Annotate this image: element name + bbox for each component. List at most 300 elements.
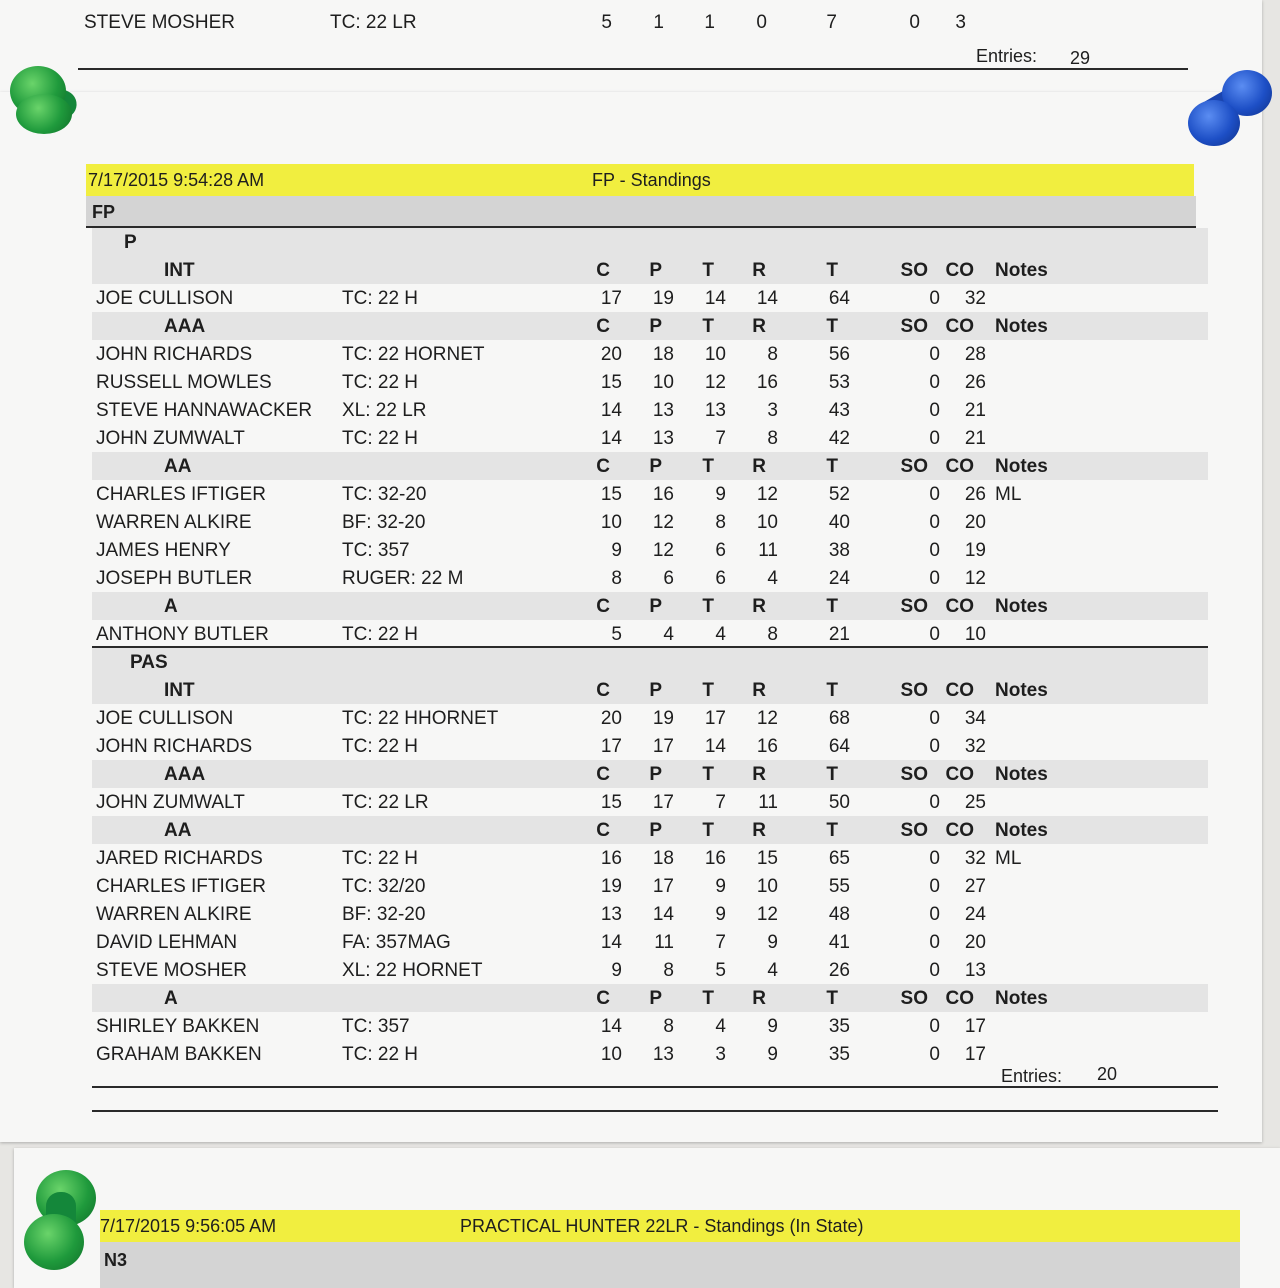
score-c: 14 (600, 1016, 622, 1037)
score-r: 4 (767, 568, 778, 589)
shooter-name: CHARLES IFTIGER (96, 876, 266, 897)
column-header-notes: Notes (995, 316, 1048, 337)
score-tot: 42 (828, 428, 850, 449)
score-r: 11 (758, 540, 778, 561)
green-pin-icon (24, 1214, 84, 1270)
score-co: 24 (964, 904, 986, 925)
table-row (92, 704, 1208, 732)
shooter-name: RUSSELL MOWLES (96, 372, 272, 393)
column-header-co: CO (945, 988, 974, 1009)
score-c: 15 (600, 372, 622, 393)
shooter-name: JOHN ZUMWALT (96, 428, 245, 449)
class-label: A (164, 596, 178, 617)
score-r: 0 (756, 12, 767, 33)
score-so: 0 (929, 344, 940, 365)
divider-rule (78, 68, 1188, 70)
firearm: RUGER: 22 M (342, 568, 464, 589)
shooter-name: STEVE MOSHER (84, 12, 235, 33)
column-header-p: P (649, 596, 662, 617)
table-row (92, 564, 1208, 592)
score-p: 12 (652, 512, 674, 533)
column-header-r: R (752, 988, 766, 1009)
section-header-row (92, 648, 1208, 676)
shooter-name: WARREN ALKIRE (96, 512, 252, 533)
score-t: 5 (715, 960, 726, 981)
firearm: TC: 32/20 (342, 876, 426, 897)
score-p: 6 (663, 568, 674, 589)
score-so: 0 (929, 1044, 940, 1065)
column-header-c: C (596, 680, 610, 701)
shooter-name: DAVID LEHMAN (96, 932, 238, 953)
column-header-t: T (702, 680, 714, 701)
firearm: TC: 32-20 (342, 484, 427, 505)
column-header-tot: T (826, 680, 838, 701)
column-header-notes: Notes (995, 988, 1048, 1009)
column-header-p: P (649, 456, 662, 477)
column-header-p: P (649, 764, 662, 785)
score-tot: 24 (828, 568, 850, 589)
score-t: 9 (715, 876, 726, 897)
score-c: 17 (600, 736, 622, 757)
score-so: 0 (929, 876, 940, 897)
score-r: 3 (767, 400, 778, 421)
sheet-end-rule (92, 1110, 1218, 1112)
table-row (92, 788, 1208, 816)
score-r: 12 (756, 904, 778, 925)
table-row (92, 480, 1208, 508)
score-so: 0 (929, 904, 940, 925)
score-co: 32 (964, 736, 986, 757)
class-label: A (164, 988, 178, 1009)
score-t: 8 (715, 512, 726, 533)
score-p: 18 (652, 848, 674, 869)
firearm: TC: 22 HORNET (342, 344, 485, 365)
firearm: TC: 357 (342, 1016, 410, 1037)
score-so: 0 (929, 484, 940, 505)
column-header-c: C (596, 316, 610, 337)
score-t: 12 (704, 372, 726, 393)
next-group-label: N3 (104, 1250, 128, 1270)
score-r: 8 (767, 344, 778, 365)
sheet-end-rule (92, 1086, 1218, 1088)
score-t: 13 (704, 400, 726, 421)
score-so: 0 (929, 932, 940, 953)
column-header-c: C (596, 820, 610, 841)
column-header-so: SO (900, 680, 928, 701)
shooter-name: JARED RICHARDS (96, 848, 263, 869)
firearm: BF: 32-20 (342, 512, 426, 533)
score-tot: 68 (828, 708, 850, 729)
group-bar (86, 196, 1196, 226)
firearm: TC: 22 H (342, 624, 419, 645)
score-tot: 38 (828, 540, 850, 561)
score-r: 9 (767, 932, 778, 953)
column-header-so: SO (900, 820, 928, 841)
table-row (92, 284, 1208, 312)
score-r: 10 (756, 876, 778, 897)
class-header-row (92, 760, 1208, 788)
score-p: 18 (652, 344, 674, 365)
table-row (92, 508, 1208, 536)
score-t: 6 (715, 568, 726, 589)
column-header-r: R (752, 764, 766, 785)
score-so: 0 (929, 512, 940, 533)
score-so: 0 (929, 960, 940, 981)
column-header-r: R (752, 456, 766, 477)
column-header-t: T (702, 764, 714, 785)
column-header-co: CO (945, 764, 974, 785)
score-tot: 64 (828, 736, 850, 757)
score-co: 17 (964, 1044, 986, 1065)
score-c: 5 (601, 12, 612, 33)
score-r: 14 (756, 288, 778, 309)
shooter-name: JOHN RICHARDS (96, 736, 253, 757)
score-so: 0 (909, 12, 920, 33)
shooter-name: CHARLES IFTIGER (96, 484, 266, 505)
firearm: XL: 22 HORNET (342, 960, 483, 981)
column-header-notes: Notes (995, 820, 1048, 841)
shooter-name: JOE CULLISON (96, 288, 234, 309)
score-so: 0 (929, 792, 940, 813)
shooter-name: STEVE HANNAWACKER (96, 400, 313, 421)
score-co: 12 (964, 568, 986, 589)
score-tot: 26 (828, 960, 850, 981)
shooter-name: JOE CULLISON (96, 708, 234, 729)
firearm: XL: 22 LR (342, 400, 427, 421)
score-so: 0 (929, 540, 940, 561)
column-header-p: P (649, 680, 662, 701)
score-r: 9 (767, 1016, 778, 1037)
standings-sheet (0, 92, 1262, 1142)
shooter-name: WARREN ALKIRE (96, 904, 252, 925)
firearm: TC: 22 H (342, 1044, 419, 1065)
score-co: 20 (964, 512, 986, 533)
score-tot: 40 (828, 512, 850, 533)
column-header-tot: T (826, 260, 838, 281)
column-header-so: SO (900, 260, 928, 281)
score-co: 34 (964, 708, 986, 729)
entries-value: 29 (1070, 48, 1091, 68)
score-c: 14 (600, 428, 622, 449)
score-c: 10 (600, 512, 622, 533)
column-header-so: SO (900, 596, 928, 617)
score-t: 4 (715, 1016, 726, 1037)
column-header-notes: Notes (995, 260, 1048, 281)
group-label: FP (92, 202, 116, 222)
class-header-row (92, 452, 1208, 480)
table-row (92, 900, 1208, 928)
score-p: 14 (652, 904, 674, 925)
score-tot: 55 (828, 876, 850, 897)
score-c: 17 (600, 288, 622, 309)
shooter-name: ANTHONY BUTLER (96, 624, 269, 645)
score-co: 19 (964, 540, 986, 561)
next-group-bar (100, 1242, 1240, 1288)
score-tot: 21 (828, 624, 850, 645)
score-r: 4 (767, 960, 778, 981)
score-p: 4 (663, 624, 674, 645)
column-header-r: R (752, 820, 766, 841)
score-p: 19 (652, 288, 674, 309)
score-t: 16 (704, 848, 726, 869)
table-row (92, 424, 1208, 452)
partial-header-class (169, 0, 182, 2)
score-r: 16 (756, 736, 778, 757)
score-p: 8 (663, 960, 674, 981)
column-header-r: R (752, 680, 766, 701)
next-sheet (14, 1148, 1280, 1288)
column-header-tot: T (826, 596, 838, 617)
column-header-p: P (649, 988, 662, 1009)
score-co: 26 (964, 484, 986, 505)
score-c: 15 (600, 792, 622, 813)
score-tot: 41 (828, 932, 850, 953)
column-header-c: C (596, 596, 610, 617)
score-t: 4 (715, 624, 726, 645)
score-so: 0 (929, 1016, 940, 1037)
table-row (92, 1040, 1208, 1068)
shooter-name: STEVE MOSHER (96, 960, 247, 981)
partial-header-row (84, 0, 1184, 8)
score-t: 10 (704, 344, 726, 365)
score-p: 17 (652, 736, 674, 757)
table-row (92, 536, 1208, 564)
score-p: 13 (652, 1044, 674, 1065)
score-t: 9 (715, 484, 726, 505)
score-c: 10 (600, 1044, 622, 1065)
score-so: 0 (929, 736, 940, 757)
column-header-so: SO (900, 456, 928, 477)
column-header-t: T (702, 820, 714, 841)
score-t: 14 (704, 288, 726, 309)
class-label: AAA (164, 316, 206, 337)
score-p: 16 (652, 484, 674, 505)
class-header-row (92, 676, 1208, 704)
shooter-name: SHIRLEY BAKKEN (96, 1016, 260, 1037)
notes-cell: ML (995, 848, 1022, 869)
score-co: 28 (964, 344, 986, 365)
score-p: 13 (652, 400, 674, 421)
column-header-p: P (649, 260, 662, 281)
score-co: 10 (964, 624, 986, 645)
score-so: 0 (929, 568, 940, 589)
score-t: 3 (715, 1044, 726, 1065)
score-t: 17 (704, 708, 726, 729)
column-header-p: P (649, 316, 662, 337)
score-co: 13 (964, 960, 986, 981)
score-so: 0 (929, 708, 940, 729)
score-co: 3 (955, 12, 966, 33)
column-header-t: T (702, 260, 714, 281)
score-c: 9 (611, 540, 622, 561)
table-row (84, 8, 1184, 36)
score-tot: 64 (828, 288, 850, 309)
class-label: AA (164, 820, 192, 841)
shooter-name: JOHN ZUMWALT (96, 792, 245, 813)
score-so: 0 (929, 624, 940, 645)
score-tot: 43 (828, 400, 850, 421)
class-label: INT (164, 260, 195, 281)
column-header-notes: Notes (995, 680, 1048, 701)
score-p: 17 (652, 792, 674, 813)
score-c: 20 (600, 708, 622, 729)
table-row (92, 368, 1208, 396)
score-tot: 48 (828, 904, 850, 925)
score-r: 15 (756, 848, 778, 869)
column-header-c: C (596, 764, 610, 785)
score-so: 0 (929, 428, 940, 449)
score-co: 17 (964, 1016, 986, 1037)
score-total: 7 (826, 12, 837, 33)
score-co: 26 (964, 372, 986, 393)
entries-value: 20 (1097, 1064, 1118, 1084)
column-header-p: P (649, 820, 662, 841)
table-row (92, 872, 1208, 900)
column-header-co: CO (945, 456, 974, 477)
blue-pin-icon (1188, 100, 1240, 146)
score-t: 7 (715, 932, 726, 953)
class-header-row (92, 816, 1208, 844)
class-label: AA (164, 456, 192, 477)
score-co: 21 (964, 428, 986, 449)
score-t: 1 (704, 12, 715, 33)
table-row (92, 844, 1208, 872)
entries-label: Entries: (1001, 1066, 1063, 1086)
shooter-name: JAMES HENRY (96, 540, 231, 561)
score-c: 16 (600, 848, 622, 869)
score-tot: 35 (828, 1044, 850, 1065)
firearm: FA: 357MAG (342, 932, 451, 953)
score-c: 20 (600, 344, 622, 365)
score-t: 6 (715, 540, 726, 561)
table-row (92, 956, 1208, 984)
score-tot: 56 (828, 344, 850, 365)
shooter-name: JOHN RICHARDS (96, 344, 253, 365)
score-p: 12 (652, 540, 674, 561)
score-so: 0 (929, 848, 940, 869)
column-header-c: C (596, 456, 610, 477)
column-header-c: C (596, 988, 610, 1009)
score-t: 14 (704, 736, 726, 757)
column-header-so: SO (900, 988, 928, 1009)
score-p: 10 (652, 372, 674, 393)
score-c: 8 (611, 568, 622, 589)
class-header-row (92, 256, 1208, 284)
score-p: 8 (663, 1016, 674, 1037)
score-p: 1 (653, 12, 664, 33)
next-report-timestamp: 7/17/2015 9:56:05 AM (100, 1216, 277, 1236)
table-row (92, 340, 1208, 368)
firearm: TC: 22 LR (342, 792, 429, 813)
score-c: 19 (600, 876, 622, 897)
score-co: 32 (964, 288, 986, 309)
class-header-row (92, 592, 1208, 620)
score-co: 32 (964, 848, 986, 869)
firearm: TC: 22 LR (330, 12, 417, 33)
column-header-co: CO (945, 260, 974, 281)
score-c: 14 (600, 932, 622, 953)
score-p: 19 (652, 708, 674, 729)
table-row (92, 620, 1208, 648)
next-report-header-bar (100, 1210, 1240, 1242)
shooter-name: GRAHAM BAKKEN (96, 1044, 262, 1065)
previous-sheet-remnant (0, 0, 1262, 92)
column-header-notes: Notes (995, 764, 1048, 785)
column-header-tot: T (826, 316, 838, 337)
column-header-co: CO (945, 316, 974, 337)
next-report-title: PRACTICAL HUNTER 22LR - Standings (In State) (460, 1216, 864, 1236)
score-r: 11 (758, 792, 778, 813)
score-co: 20 (964, 932, 986, 953)
score-tot: 52 (828, 484, 850, 505)
score-tot: 65 (828, 848, 850, 869)
column-header-so: SO (900, 316, 928, 337)
score-c: 14 (600, 400, 622, 421)
class-label: INT (164, 680, 195, 701)
score-p: 17 (652, 876, 674, 897)
score-co: 25 (964, 792, 986, 813)
report-header-bar (86, 164, 1194, 196)
column-header-t: T (702, 596, 714, 617)
score-r: 10 (756, 512, 778, 533)
score-c: 9 (611, 960, 622, 981)
section-header-row (92, 228, 1208, 256)
column-header-notes: Notes (995, 596, 1048, 617)
firearm: TC: 22 H (342, 848, 419, 869)
firearm: TC: 22 H (342, 288, 419, 309)
score-r: 16 (756, 372, 778, 393)
score-p: 13 (652, 428, 674, 449)
score-t: 9 (715, 904, 726, 925)
column-header-tot: T (826, 988, 838, 1009)
column-header-co: CO (945, 596, 974, 617)
column-header-tot: T (826, 456, 838, 477)
score-r: 9 (767, 1044, 778, 1065)
column-header-tot: T (826, 820, 838, 841)
shooter-name: JOSEPH BUTLER (96, 568, 253, 589)
firearm: TC: 357 (342, 540, 410, 561)
entries-label: Entries: (976, 46, 1038, 66)
class-header-row (92, 984, 1208, 1012)
score-r: 8 (767, 428, 778, 449)
column-header-t: T (702, 988, 714, 1009)
score-tot: 50 (828, 792, 850, 813)
score-co: 21 (964, 400, 986, 421)
score-r: 8 (767, 624, 778, 645)
score-r: 12 (756, 708, 778, 729)
score-so: 0 (929, 288, 940, 309)
firearm: TC: 22 H (342, 372, 419, 393)
firearm: TC: 22 H (342, 428, 419, 449)
score-tot: 35 (828, 1016, 850, 1037)
firearm: TC: 22 HHORNET (342, 708, 499, 729)
column-header-r: R (752, 316, 766, 337)
score-tot: 53 (828, 372, 850, 393)
score-c: 5 (611, 624, 622, 645)
column-header-c: C (596, 260, 610, 281)
table-row (92, 928, 1208, 956)
notes-cell: ML (995, 484, 1022, 505)
section-label: PAS (130, 652, 168, 673)
report-title: FP - Standings (592, 170, 711, 190)
table-row (92, 396, 1208, 424)
column-header-tot: T (826, 764, 838, 785)
table-row (92, 1012, 1208, 1040)
class-label: AAA (164, 764, 206, 785)
section-label: P (124, 232, 137, 253)
column-header-co: CO (945, 820, 974, 841)
report-timestamp: 7/17/2015 9:54:28 AM (88, 170, 265, 190)
